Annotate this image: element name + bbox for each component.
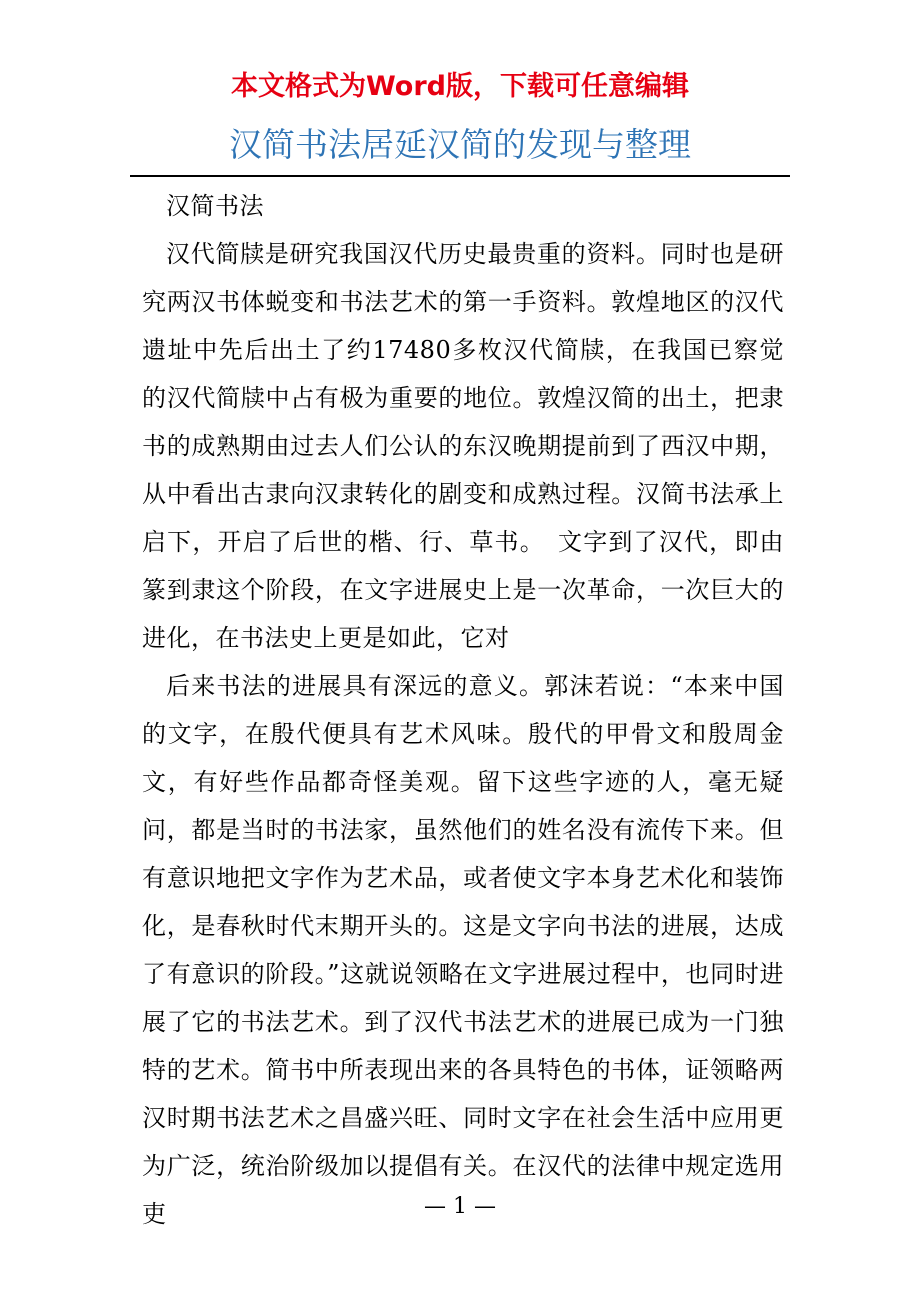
download-notice: 本文格式为Word版，下载可任意编辑 [230,71,689,102]
paragraph: 汉代简牍是研究我国汉代历史最贵重的资料。同时也是研究两汉书体蜕变和书法艺术的第一手资料。敦煌地区的汉代遗址中先后出土了约17480多枚汉代简牍，在我国已察觉的汉代简牍中占有极为重要的地位。敦煌汉简的出土，把隶书的成熟期由过去人们公认的东汉晚期提前到了西汉中期，从中看出古隶向汉隶转化的剧变和成熟过程。汉简书法承上启下，开启了后世的楷、行、草书。 文字到了汉代，即由篆到隶这个阶段，在文字进展史上是一次革命，一次巨大的进化，在书法史上更是如此，它对 [142,240,784,652]
paragraph: 后来书法的进展具有深远的意义。郭沫若说：“本来中国的文字，在殷代便具有艺术风味。殷代的甲骨文和殷周金文，有好些作品都奇怪美观。留下这些字迹的人，毫无疑问，都是当时的书法家，虽然他们的姓名没有流传下来。但有意识地把文字作为艺术品，或者使文字本身艺术化和装饰化，是春秋时代末期开头的。这是文字向书法的进展，达成了有意识的阶段。”这就说领略在文字进展过程中，也同时进展了它的书法艺术。到了汉代书法艺术的进展已成为一门独特的艺术。简书中所表现出来的各具特色的书体，证领略两汉时期书法艺术之昌盛兴旺、同时文字在社会生活中应用更为广泛，统治阶级加以提倡有关。在汉代的法律中规定选用吏 [142,672,784,1228]
document-title: 汉简书法居延汉简的发现与整理 [229,125,691,164]
paragraph-heading: 汉简书法 [166,192,264,220]
page-number: — 1 — [424,1194,496,1219]
document-body [142,182,784,1238]
title-divider [130,175,790,177]
